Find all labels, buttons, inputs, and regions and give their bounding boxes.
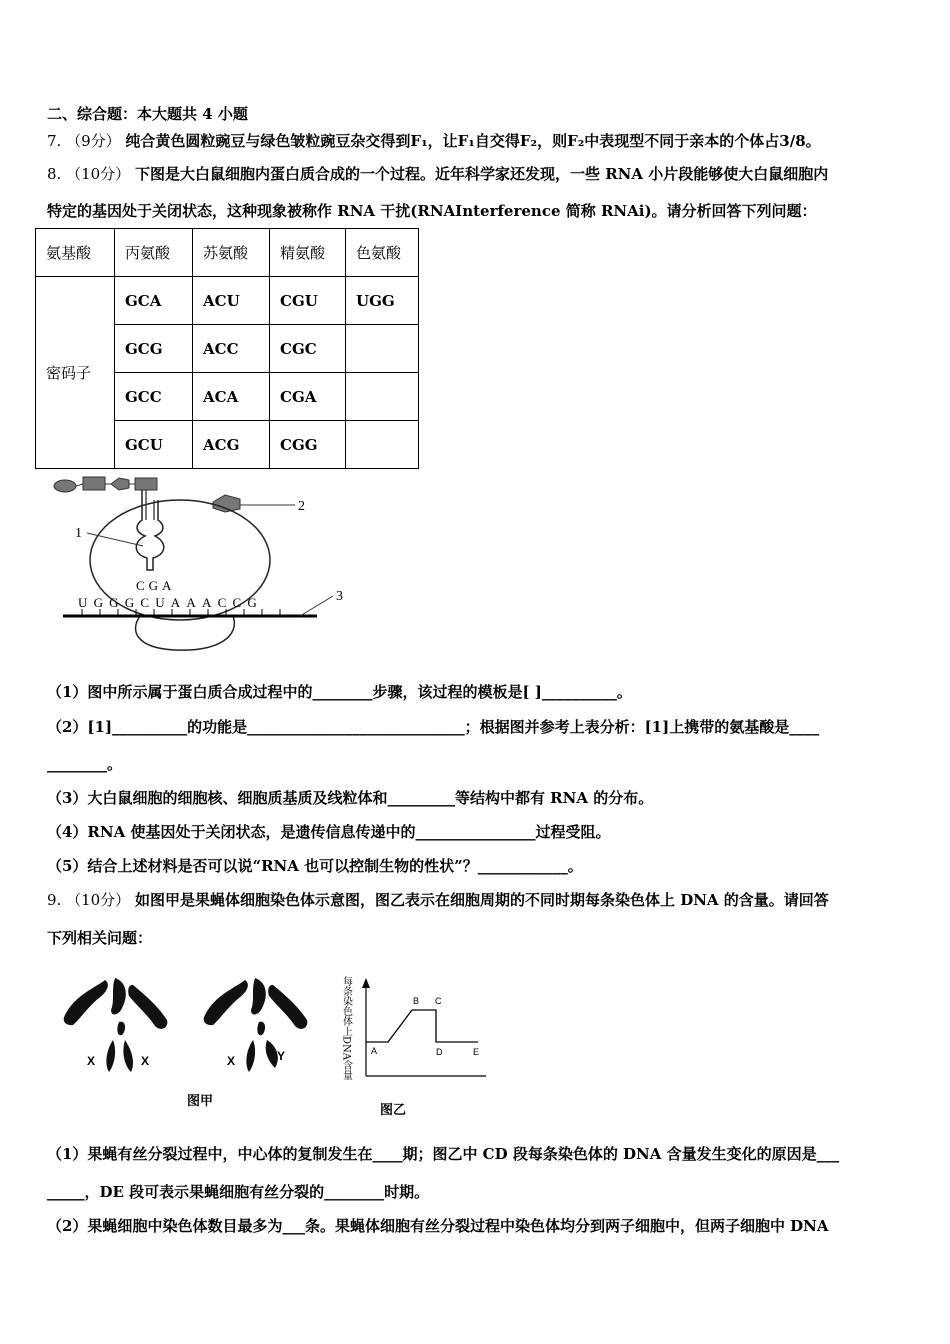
peptide-bond xyxy=(76,484,83,486)
question-text: 下图是大白鼠细胞内蛋白质合成的一个过程。近年科学家还发现，一些 RNA 小片段能够使大白鼠细胞内 xyxy=(134,165,829,183)
table-cell: CGG xyxy=(270,421,346,469)
mrna-sequence: UGGGCUAAACCG xyxy=(78,595,263,610)
table-cell: CGC xyxy=(270,325,346,373)
table-header: 精氨酸 xyxy=(270,229,346,277)
free-amino-acid-icon xyxy=(213,495,240,512)
translation-diagram xyxy=(45,470,365,670)
q8-sub3: （3）大白鼠细胞的细胞核、细胞质基质及线粒体和_________等结构中都有 RNA 的分布。 xyxy=(47,789,654,807)
label-3: 3 xyxy=(336,589,343,604)
q9-sub1-continued: _____，DE 段可表示果蝇细胞有丝分裂的________时期。 xyxy=(47,1183,430,1201)
chromosome-label: X xyxy=(87,1054,96,1068)
chromosome-figure xyxy=(55,970,335,1115)
table-header: 苏氨酸 xyxy=(193,229,270,277)
amino-acid-icon xyxy=(111,478,129,490)
table-header: 氨基酸 xyxy=(36,229,115,277)
chromosome-label: X xyxy=(227,1054,236,1068)
question-number: 9. xyxy=(47,891,62,909)
table-header: 色氨酸 xyxy=(346,229,419,277)
graph-point-label: B xyxy=(413,996,420,1006)
table-header: 丙氨酸 xyxy=(115,229,193,277)
anticodon-label: CGA xyxy=(136,578,176,593)
label-2: 2 xyxy=(298,499,305,514)
figure-b-caption: 图乙 xyxy=(380,1103,407,1118)
table-cell: GCG xyxy=(115,325,193,373)
ribosome-small-subunit xyxy=(136,616,235,650)
table-cell: GCA xyxy=(115,277,193,325)
q8-sub2: （2）[1]__________的功能是_____________________________；根据图并参考上表分析：[1]上携带的氨基酸是____ xyxy=(47,718,820,736)
question-text: 如图甲是果蝇体细胞染色体示意图，图乙表示在细胞周期的不同时期每条染色体上 DNA 的含量。请回答 xyxy=(134,891,829,909)
question-points: （10分） xyxy=(66,891,131,909)
graph-point-label: D xyxy=(436,1047,443,1057)
table-cell: ACU xyxy=(193,277,270,325)
question-number: 7. xyxy=(47,132,62,150)
table-cell: GCU xyxy=(115,421,193,469)
row-label: 密码子 xyxy=(36,277,115,469)
q8-sub1: （1）图中所示属于蛋白质合成过程中的________步骤，该过程的模板是[ ]__________。 xyxy=(47,683,632,701)
table-cell: CGA xyxy=(270,373,346,421)
amino-acid-icon xyxy=(135,478,157,490)
question-text: 纯合黄色圆粒豌豆与绿色皱粒豌豆杂交得到F₁，让F₁自交得F₂，则F₂中表现型不同于亲本的个体占3/8。 xyxy=(125,132,821,150)
graph-point-label: C xyxy=(435,996,442,1006)
table-cell: ACC xyxy=(193,325,270,373)
table-cell: ACG xyxy=(193,421,270,469)
q9-sub2: （2）果蝇细胞中染色体数目最多为___条。果蝇体细胞有丝分裂过程中染色体均分到两子细胞中，但两子细胞中 DNA xyxy=(47,1217,829,1235)
table-cell: ACA xyxy=(193,373,270,421)
q9-sub1: （1）果蝇有丝分裂过程中，中心体的复制发生在____期；图乙中 CD 段每条染色体的 DNA 含量发生变化的原因是___ xyxy=(47,1145,840,1163)
question-9 xyxy=(47,889,829,910)
graph-y-arrow-icon xyxy=(362,978,370,988)
figure-a-caption: 图甲 xyxy=(187,1094,214,1109)
table-cell xyxy=(346,373,419,421)
chromosome-label: X xyxy=(141,1054,150,1068)
question-number: 8. xyxy=(47,165,62,183)
chromosome-set-left xyxy=(64,978,168,1072)
q8-sub4: （4）RNA 使基因处于关闭状态，是遗传信息传递中的________________过程受阻。 xyxy=(47,823,611,841)
question-8 xyxy=(47,163,828,184)
chromosome-label: Y xyxy=(277,1049,286,1063)
question-points: （10分） xyxy=(66,165,131,183)
codon-table xyxy=(35,228,419,469)
section-title: 二、综合题：本大题共 4 小题 xyxy=(47,105,248,123)
amino-acid-icon xyxy=(83,477,105,490)
question-points: （9分） xyxy=(66,132,121,150)
table-cell: UGG xyxy=(346,277,419,325)
q8-sub2-continued: ________。 xyxy=(47,755,123,773)
question-7 xyxy=(47,130,821,151)
table-cell xyxy=(346,325,419,373)
table-row xyxy=(36,277,419,325)
amino-acid-icon xyxy=(54,480,76,492)
dna-content-graph xyxy=(338,972,498,1122)
graph-y-axis-label: 每条染色体上DNA含量 xyxy=(340,976,352,1080)
question-text-continued: 特定的基因处于关闭状态，这种现象被称作 RNA 干扰(RNAInterference 简称 RNAi)。请分析回答下列问题： xyxy=(47,202,817,220)
graph-point-label: A xyxy=(371,1046,378,1056)
label-1: 1 xyxy=(75,526,82,541)
graph-point-label: E xyxy=(473,1047,480,1057)
table-header-row xyxy=(36,229,419,277)
graph-line xyxy=(366,1010,478,1042)
q8-sub5: （5）结合上述材料是否可以说“RNA 也可以控制生物的性状”？____________。 xyxy=(47,857,583,875)
table-cell: GCC xyxy=(115,373,193,421)
table-cell xyxy=(346,421,419,469)
chromosome-set-right xyxy=(204,978,308,1072)
table-cell: CGU xyxy=(270,277,346,325)
question-text-continued: 下列相关问题： xyxy=(47,929,153,947)
label-3-leader xyxy=(300,596,333,616)
